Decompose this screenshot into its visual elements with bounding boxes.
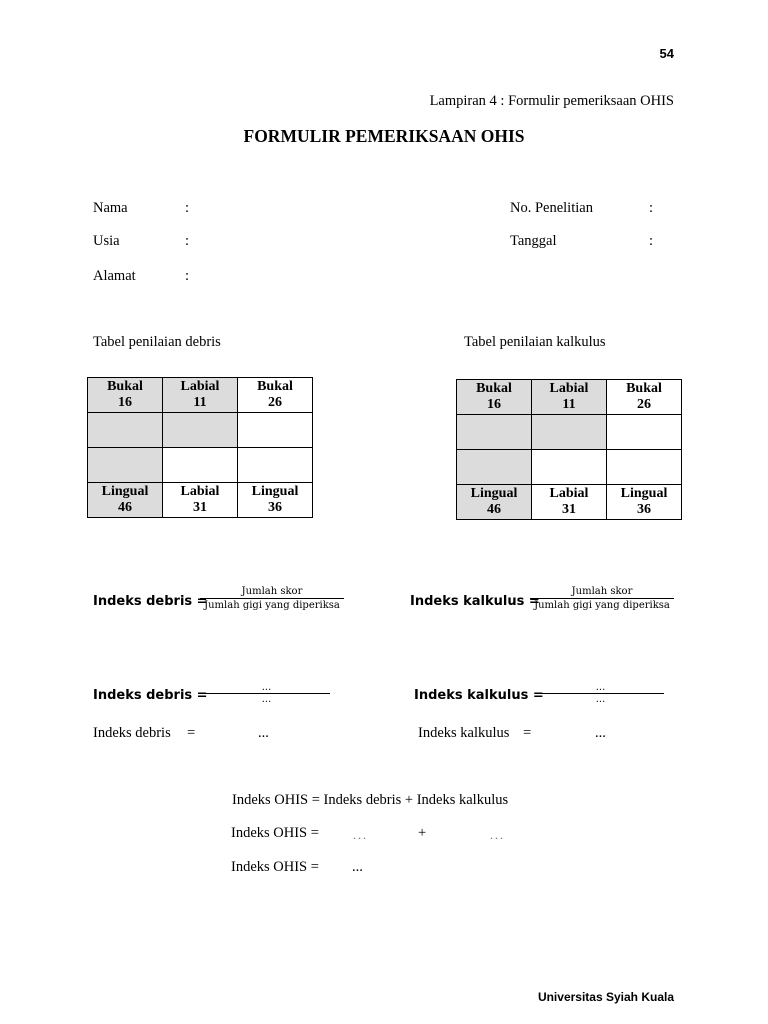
debris-cell-labial-11: Labial 11 bbox=[163, 378, 238, 413]
formula-calculus-lhs: Indeks kalkulus = bbox=[410, 594, 540, 609]
formula-debris-lhs: Indeks debris = bbox=[93, 594, 208, 609]
fill-debris-fraction bbox=[203, 683, 330, 704]
result-debris-label: Indeks debris bbox=[93, 725, 171, 741]
debris-table bbox=[87, 377, 313, 518]
field-alamat-colon: : bbox=[185, 268, 190, 284]
result-calculus-eq: = bbox=[523, 725, 532, 741]
debris-score-46[interactable] bbox=[88, 448, 163, 483]
calculus-cell-labial-11: Labial 11 bbox=[532, 380, 607, 415]
fill-debris-denominator[interactable]: ... bbox=[261, 694, 272, 705]
debris-cell-labial-31: Labial 31 bbox=[163, 483, 238, 518]
debris-score-26[interactable] bbox=[238, 413, 313, 448]
formula-calculus-fraction bbox=[530, 586, 674, 611]
result-debris-value[interactable]: ... bbox=[258, 725, 269, 741]
field-usia-colon: : bbox=[185, 233, 190, 249]
debris-score-11[interactable] bbox=[163, 413, 238, 448]
field-no-penelitian-colon: : bbox=[649, 200, 654, 216]
fill-debris-lhs: Indeks debris = bbox=[93, 688, 208, 703]
debris-score-31[interactable] bbox=[163, 448, 238, 483]
field-tanggal-colon: : bbox=[649, 233, 654, 249]
fill-calculus-denominator[interactable]: ... bbox=[595, 694, 606, 705]
footer-institution: Universitas Syiah Kuala bbox=[537, 990, 674, 1004]
fill-calculus-numerator[interactable]: ... bbox=[595, 682, 606, 693]
calculus-table-label: Tabel penilaian kalkulus bbox=[464, 334, 606, 350]
formula-debris-numerator: Jumlah skor bbox=[241, 586, 303, 597]
debris-cell-bukal-26: Bukal 26 bbox=[238, 378, 313, 413]
page-title: FORMULIR PEMERIKSAAN OHIS bbox=[243, 126, 525, 146]
fill-calculus-fraction bbox=[537, 683, 664, 704]
ohis-sum-plus: + bbox=[418, 825, 427, 841]
debris-cell-bukal-16: Bukal 16 bbox=[88, 378, 163, 413]
field-usia-label: Usia bbox=[93, 233, 120, 249]
annex-label: Lampiran 4 : Formulir pemeriksaan OHIS bbox=[429, 93, 674, 109]
calculus-score-46[interactable] bbox=[457, 450, 532, 485]
formula-calculus-numerator: Jumlah skor bbox=[571, 586, 633, 597]
field-no-penelitian-label: No. Penelitian bbox=[510, 200, 593, 216]
calculus-cell-lingual-36: Lingual 36 bbox=[607, 485, 682, 520]
calculus-table bbox=[456, 379, 682, 520]
calculus-cell-bukal-26: Bukal 26 bbox=[607, 380, 682, 415]
calculus-score-11[interactable] bbox=[532, 415, 607, 450]
result-calculus-label: Indeks kalkulus bbox=[418, 725, 510, 741]
calculus-score-36[interactable] bbox=[607, 450, 682, 485]
calculus-score-16[interactable] bbox=[457, 415, 532, 450]
debris-score-36[interactable] bbox=[238, 448, 313, 483]
formula-debris-denominator: Jumlah gigi yang diperiksa bbox=[204, 600, 340, 611]
fill-calculus-lhs: Indeks kalkulus = bbox=[414, 688, 544, 703]
ohis-formula: Indeks OHIS = Indeks debris + Indeks kalkulus bbox=[232, 792, 509, 808]
calculus-score-26[interactable] bbox=[607, 415, 682, 450]
result-calculus-value[interactable]: ... bbox=[595, 725, 606, 741]
debris-score-16[interactable] bbox=[88, 413, 163, 448]
field-tanggal-label: Tanggal bbox=[510, 233, 557, 249]
ohis-sum-calculus-value[interactable]: ... bbox=[490, 828, 505, 842]
fill-debris-numerator[interactable]: ... bbox=[261, 682, 272, 693]
debris-cell-lingual-46: Lingual 46 bbox=[88, 483, 163, 518]
ohis-result-label: Indeks OHIS = bbox=[231, 859, 319, 875]
ohis-sum-label: Indeks OHIS = bbox=[231, 825, 319, 841]
debris-table-label: Tabel penilaian debris bbox=[93, 334, 221, 350]
calculus-cell-bukal-16: Bukal 16 bbox=[457, 380, 532, 415]
formula-calculus-denominator: Jumlah gigi yang diperiksa bbox=[534, 600, 670, 611]
field-nama-label: Nama bbox=[93, 200, 128, 216]
calculus-score-31[interactable] bbox=[532, 450, 607, 485]
ohis-sum-debris-value[interactable]: ... bbox=[353, 828, 368, 842]
formula-debris-fraction bbox=[200, 586, 344, 611]
calculus-cell-lingual-46: Lingual 46 bbox=[457, 485, 532, 520]
field-alamat-label: Alamat bbox=[93, 268, 136, 284]
debris-cell-lingual-36: Lingual 36 bbox=[238, 483, 313, 518]
field-nama-colon: : bbox=[185, 200, 190, 216]
result-debris-eq: = bbox=[187, 725, 196, 741]
calculus-cell-labial-31: Labial 31 bbox=[532, 485, 607, 520]
ohis-result-value[interactable]: ... bbox=[352, 859, 363, 875]
page-number: 54 bbox=[659, 46, 674, 61]
